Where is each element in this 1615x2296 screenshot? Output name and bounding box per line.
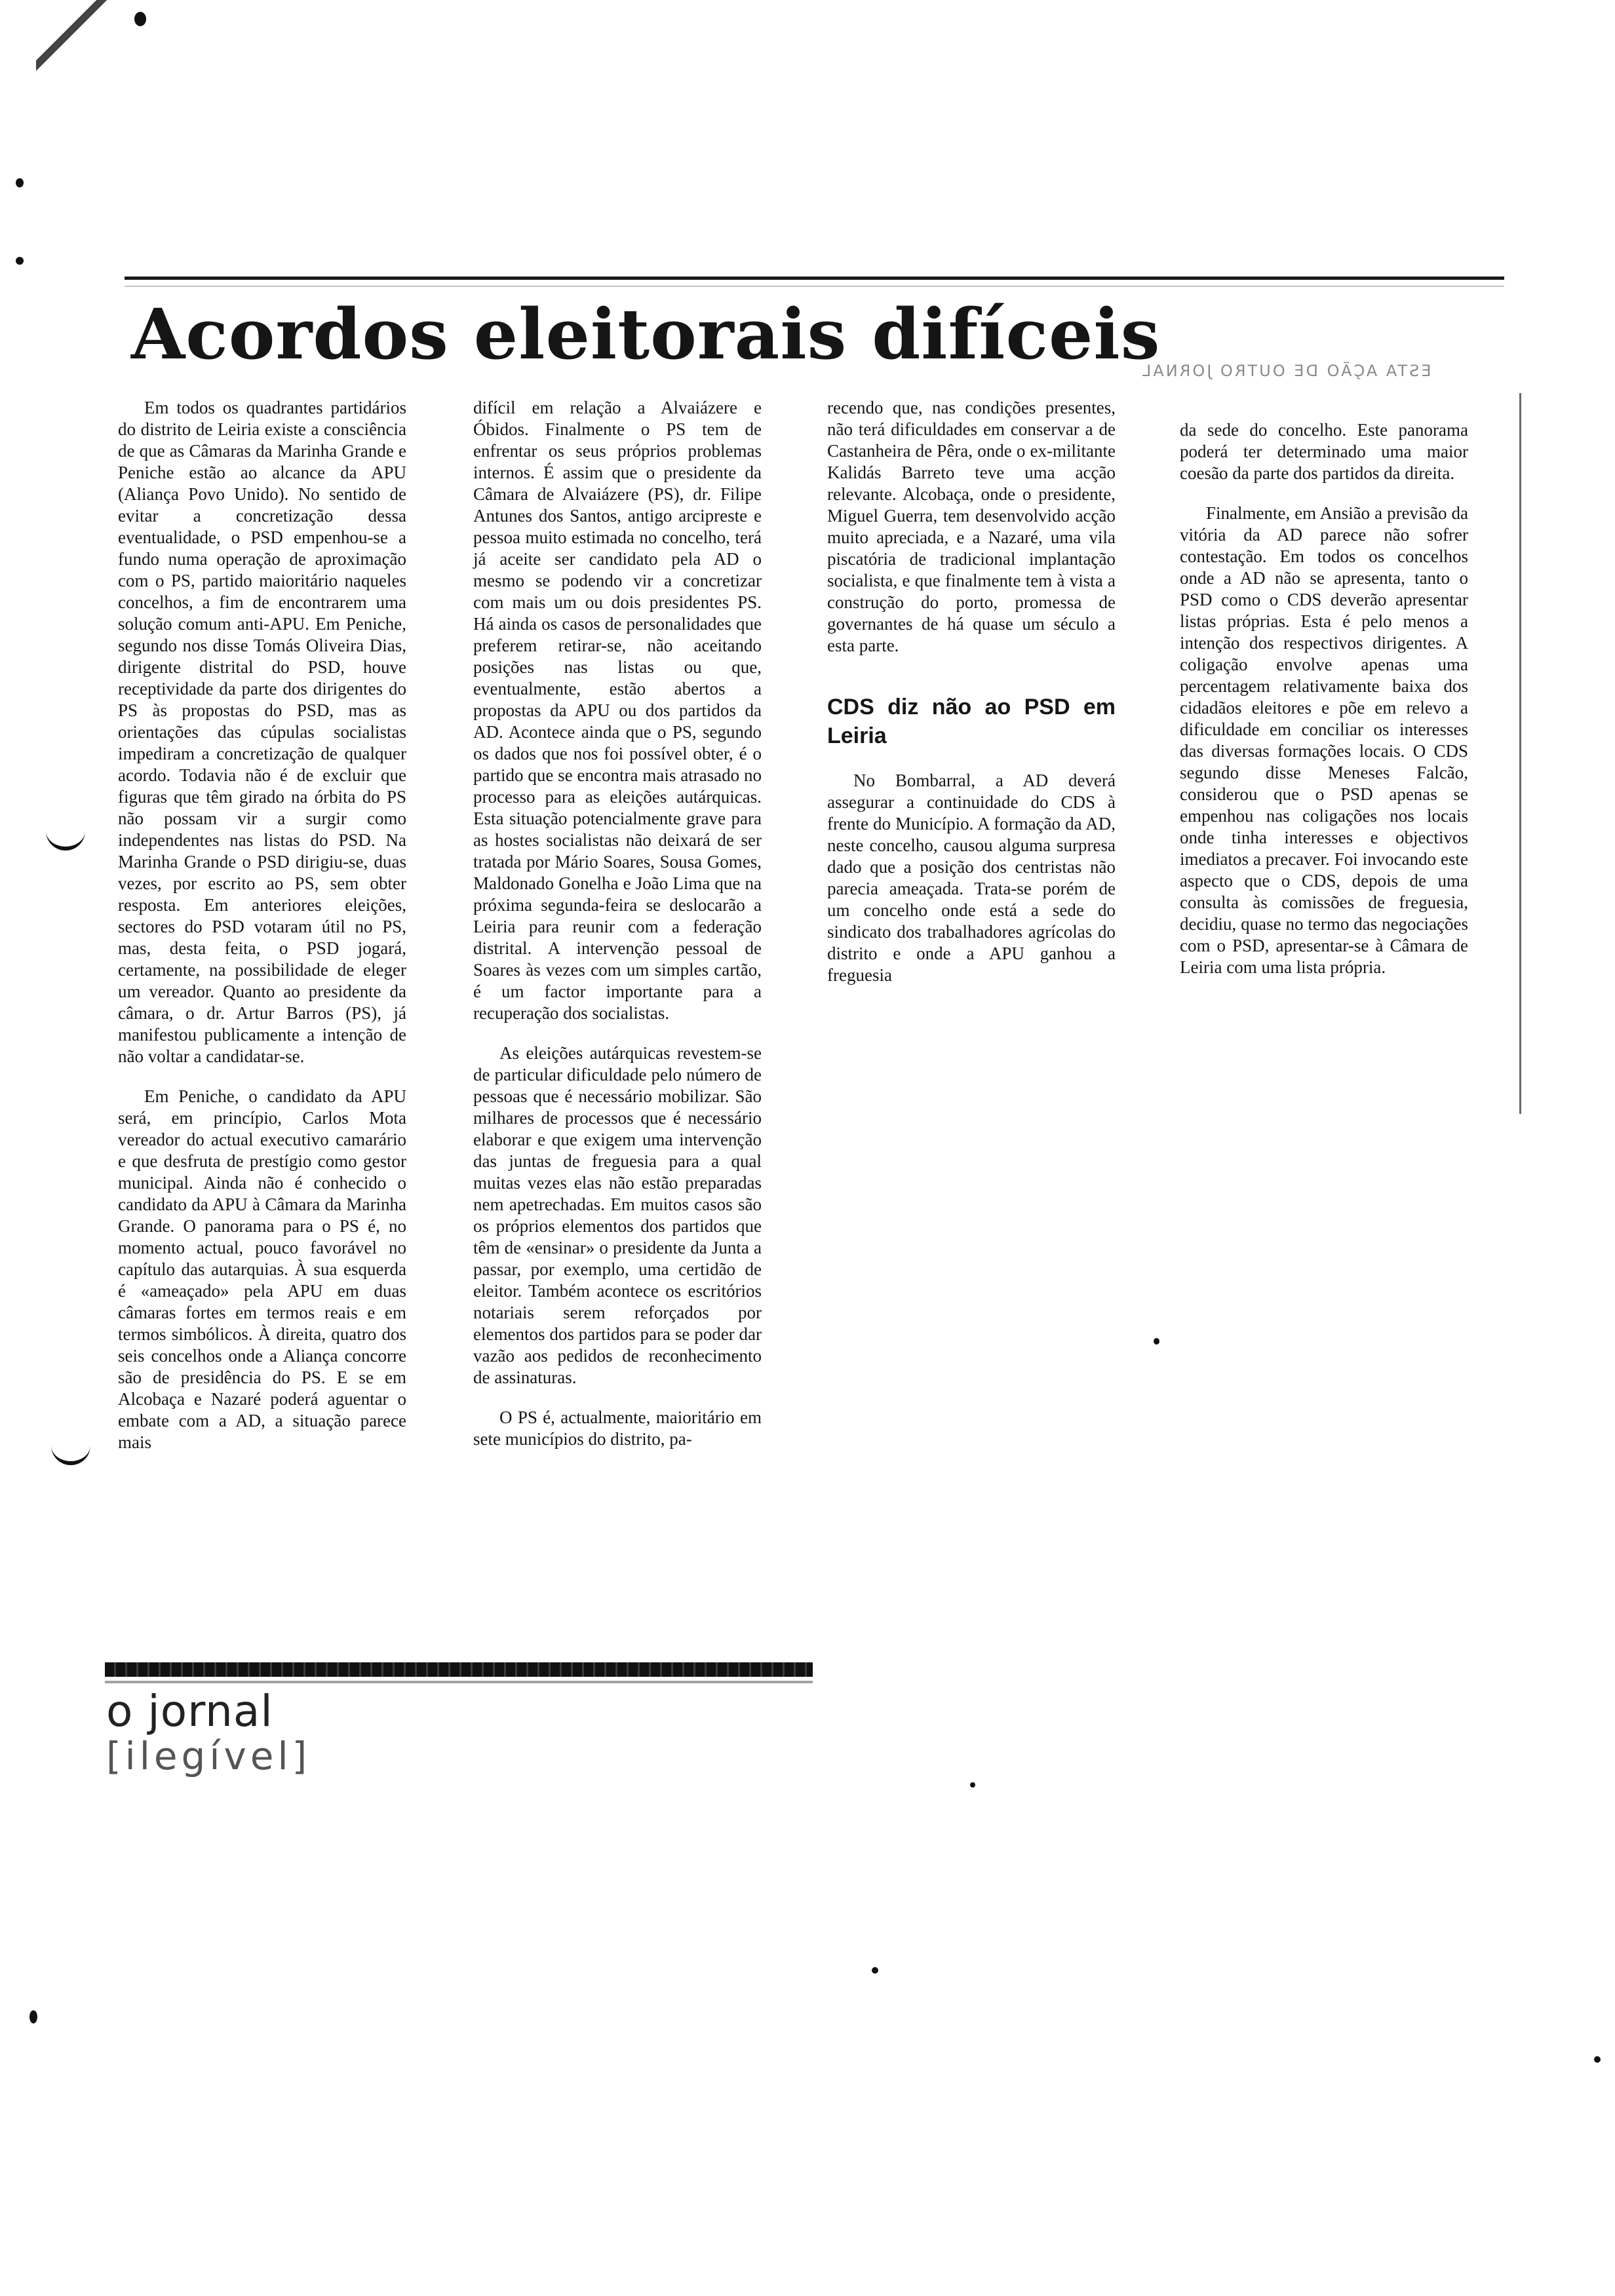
section-subheading: CDS diz não ao PSD em Leiria xyxy=(827,695,1116,748)
article-column-4 xyxy=(1180,419,1468,978)
masthead-date: [ilegível] xyxy=(106,1734,311,1778)
top-rule xyxy=(125,277,1504,280)
scan-bracket-mark xyxy=(46,820,85,851)
scan-bracket-mark xyxy=(51,1435,90,1465)
bleed-through-text: ESTA AÇÃO DE OUTRO JORNAL xyxy=(1140,362,1431,380)
scan-dot xyxy=(134,12,146,26)
paragraph: Em Peniche, o candidato da APU será, em princípio, Carlos Mota vereador do actual executivo camarário e que desfruta de prestígio como gestor municipal. Ainda não é conhecido o candidato da APU à Câmara da Marinha Grande. O panorama para o PS é, no momento actual, pouco favorável no capítulo das autarquias. À sua esquerda é «ameaçado» pela APU em duas câmaras fortes em termos reais e em termos simbólicos. À direita, quatro dos seis concelhos onde a Aliança concorre são de presidência do PS. E se em Alcobaça e Nazaré poderá aguentar o embate com a AD, a situação parece mais xyxy=(118,1086,406,1452)
top-rule-shadow xyxy=(125,286,1504,287)
scan-dot xyxy=(16,178,24,187)
paragraph: recendo que, nas condições presentes, não terá dificuldades em conservar a de Castanheira de Pêra, onde o ex-militante Kalidás Barreto teve uma acção relevante. Alcobaça, onde o presidente, Miguel Guerra, tem desenvolvido acção muito apreciada, e a Nazaré, uma vila piscatória de tradicional implantação socialista, e que finalmente tem à vista a construção do porto, promessa de governantes de há quase um século a esta parte. xyxy=(827,398,1116,655)
bottom-rule-shadow xyxy=(105,1681,813,1683)
scan-dot xyxy=(16,257,24,265)
article-column-1 xyxy=(118,397,406,1453)
scan-dot xyxy=(1154,1338,1159,1345)
article-headline: Acordos eleitorais difíceis xyxy=(131,293,1161,375)
scan-smudge xyxy=(36,0,108,79)
paragraph: Finalmente, em Ansião a previsão da vitória da AD parece não sofrer contestação. Em todos os concelhos onde a AD não se apresenta, tanto o PSD como o CDS deverão apresentar listas próprias. Esta é pelo menos a intenção dos respectivos dirigentes. A coligação envolve apenas uma percentagem relativamente baixa dos cidadãos eleitores e põe em relevo a dificuldade em conciliar os interesses das diversas formações locais. O CDS segundo disse Meneses Falcão, considerou que o PSD apenas se empenhou nas coligações nos locais onde tinha interesses e objectivos imediatos a precaver. Foi invocando este aspecto que o CDS, depois de uma consulta às comissões de freguesia, decidiu, quase no termo das negociações com o PSD, apresentar-se à Câmara de Leiria com uma lista própria. xyxy=(1180,503,1468,977)
article-column-3 xyxy=(827,397,1116,986)
article-column-2 xyxy=(473,397,762,1450)
paragraph: Em todos os quadrantes partidários do distrito de Leiria existe a consciência de que as Câmaras da Marinha Grande e Peniche estão ao alcance da APU (Aliança Povo Unido). No sentido de evitar a concretização dessa eventualidade, o PSD empenhou-se a fundo numa operação de aproximação com o PS, partido maioritário naqueles concelhos, a fim de encontrarem uma solução comum anti-APU. Em Peniche, segundo nos disse Tomás Oliveira Dias, dirigente distrital do PSD, houve receptividade da parte dos dirigentes do PS às propostas do PSD, mas as orientações das cúpulas socialistas impediram a concretização de qualquer acordo. Todavia não é de excluir que figuras que têm girado na órbita do PS não possam vir a surgir como independentes nas listas do PSD. Na Marinha Grande o PSD dirigiu-se, duas vezes, por escrito ao PS, sem obter resposta. Em anteriores eleições, sectores do PSD votaram útil no PS, mas, desta feita, o PSD jogará, certamente, na possibilidade de eleger um vereador. Quanto ao presidente da câmara, o dr. Artur Barros (PS), já manifestou publicamente a intenção de não voltar a candidatar-se. xyxy=(118,398,406,1066)
masthead-name: o jornal xyxy=(106,1686,273,1736)
paragraph: difícil em relação a Alvaiázere e Óbidos. Finalmente o PS tem de enfrentar os seus próprios problemas internos. É assim que o presidente da Câmara de Alvaiázere (PS), dr. Filipe Antunes dos Santos, antigo arcipreste e pessoa muito estimada no concelho, terá já aceite ser candidato pela AD o mesmo se podendo vir a concretizar com mais um ou dois presidentes PS. Há ainda os casos de personalidades que preferem retirar-se, não aceitando posições nas listas ou que, eventualmente, estão abertos a propostas da APU ou dos partidos da AD. Acontece ainda que o PS, segundo os dados que nos foi possível obter, é o partido que se encontra mais atrasado no processo para as eleições autárquicas. Esta situação potencialmente grave para as hostes socialistas não deixará de ser tratada por Mário Soares, Sousa Gomes, Maldonado Gonelha e João Lima que na próxima segunda-feira se deslocarão a Leiria para reunir com a federação distrital. A intervenção pessoal de Soares às vezes com um simples cartão, é um factor importante para a recuperação dos socialistas. xyxy=(473,398,762,1023)
scan-dot xyxy=(872,1967,878,1974)
column-edge-rule xyxy=(1519,393,1521,1114)
newspaper-masthead xyxy=(106,1687,311,1776)
paragraph: As eleições autárquicas revestem-se de particular dificuldade pelo número de pessoas que é necessário mobilizar. São milhares de processos que é necessário elaborar e que exigem uma intervenção das juntas de freguesia para a qual muitas vezes elas não estão preparadas nem apetrechadas. Em muitos casos são os próprios elementos dos partidos que têm de «ensinar» o presidente da Junta a passar, por exemplo, uma certidão de eleitor. Também acontece os escritórios notariais serem reforçados por elementos dos partidos para se poder dar vazão aos pedidos de reconhecimento de assinaturas. xyxy=(473,1043,762,1387)
scan-dot xyxy=(29,2010,37,2023)
paragraph: No Bombarral, a AD deverá assegurar a continuidade do CDS à frente do Município. A formação da AD, neste concelho, causou alguma surpresa dado que a posição dos centristas não parecia ameaçada. Trata-se porém de um concelho onde está a sede do sindicato dos trabalhadores agrícolas do distrito e onde a APU ganhou a freguesia xyxy=(827,771,1116,985)
paragraph: O PS é, actualmente, maioritário em sete municípios do distrito, pa- xyxy=(473,1407,762,1449)
scan-dot xyxy=(1594,2056,1601,2063)
paragraph: da sede do concelho. Este panorama poderá ter determinado uma maior coesão da parte dos partidos da direita. xyxy=(1180,420,1468,483)
scan-dot xyxy=(970,1782,975,1788)
bottom-rule xyxy=(105,1662,813,1677)
